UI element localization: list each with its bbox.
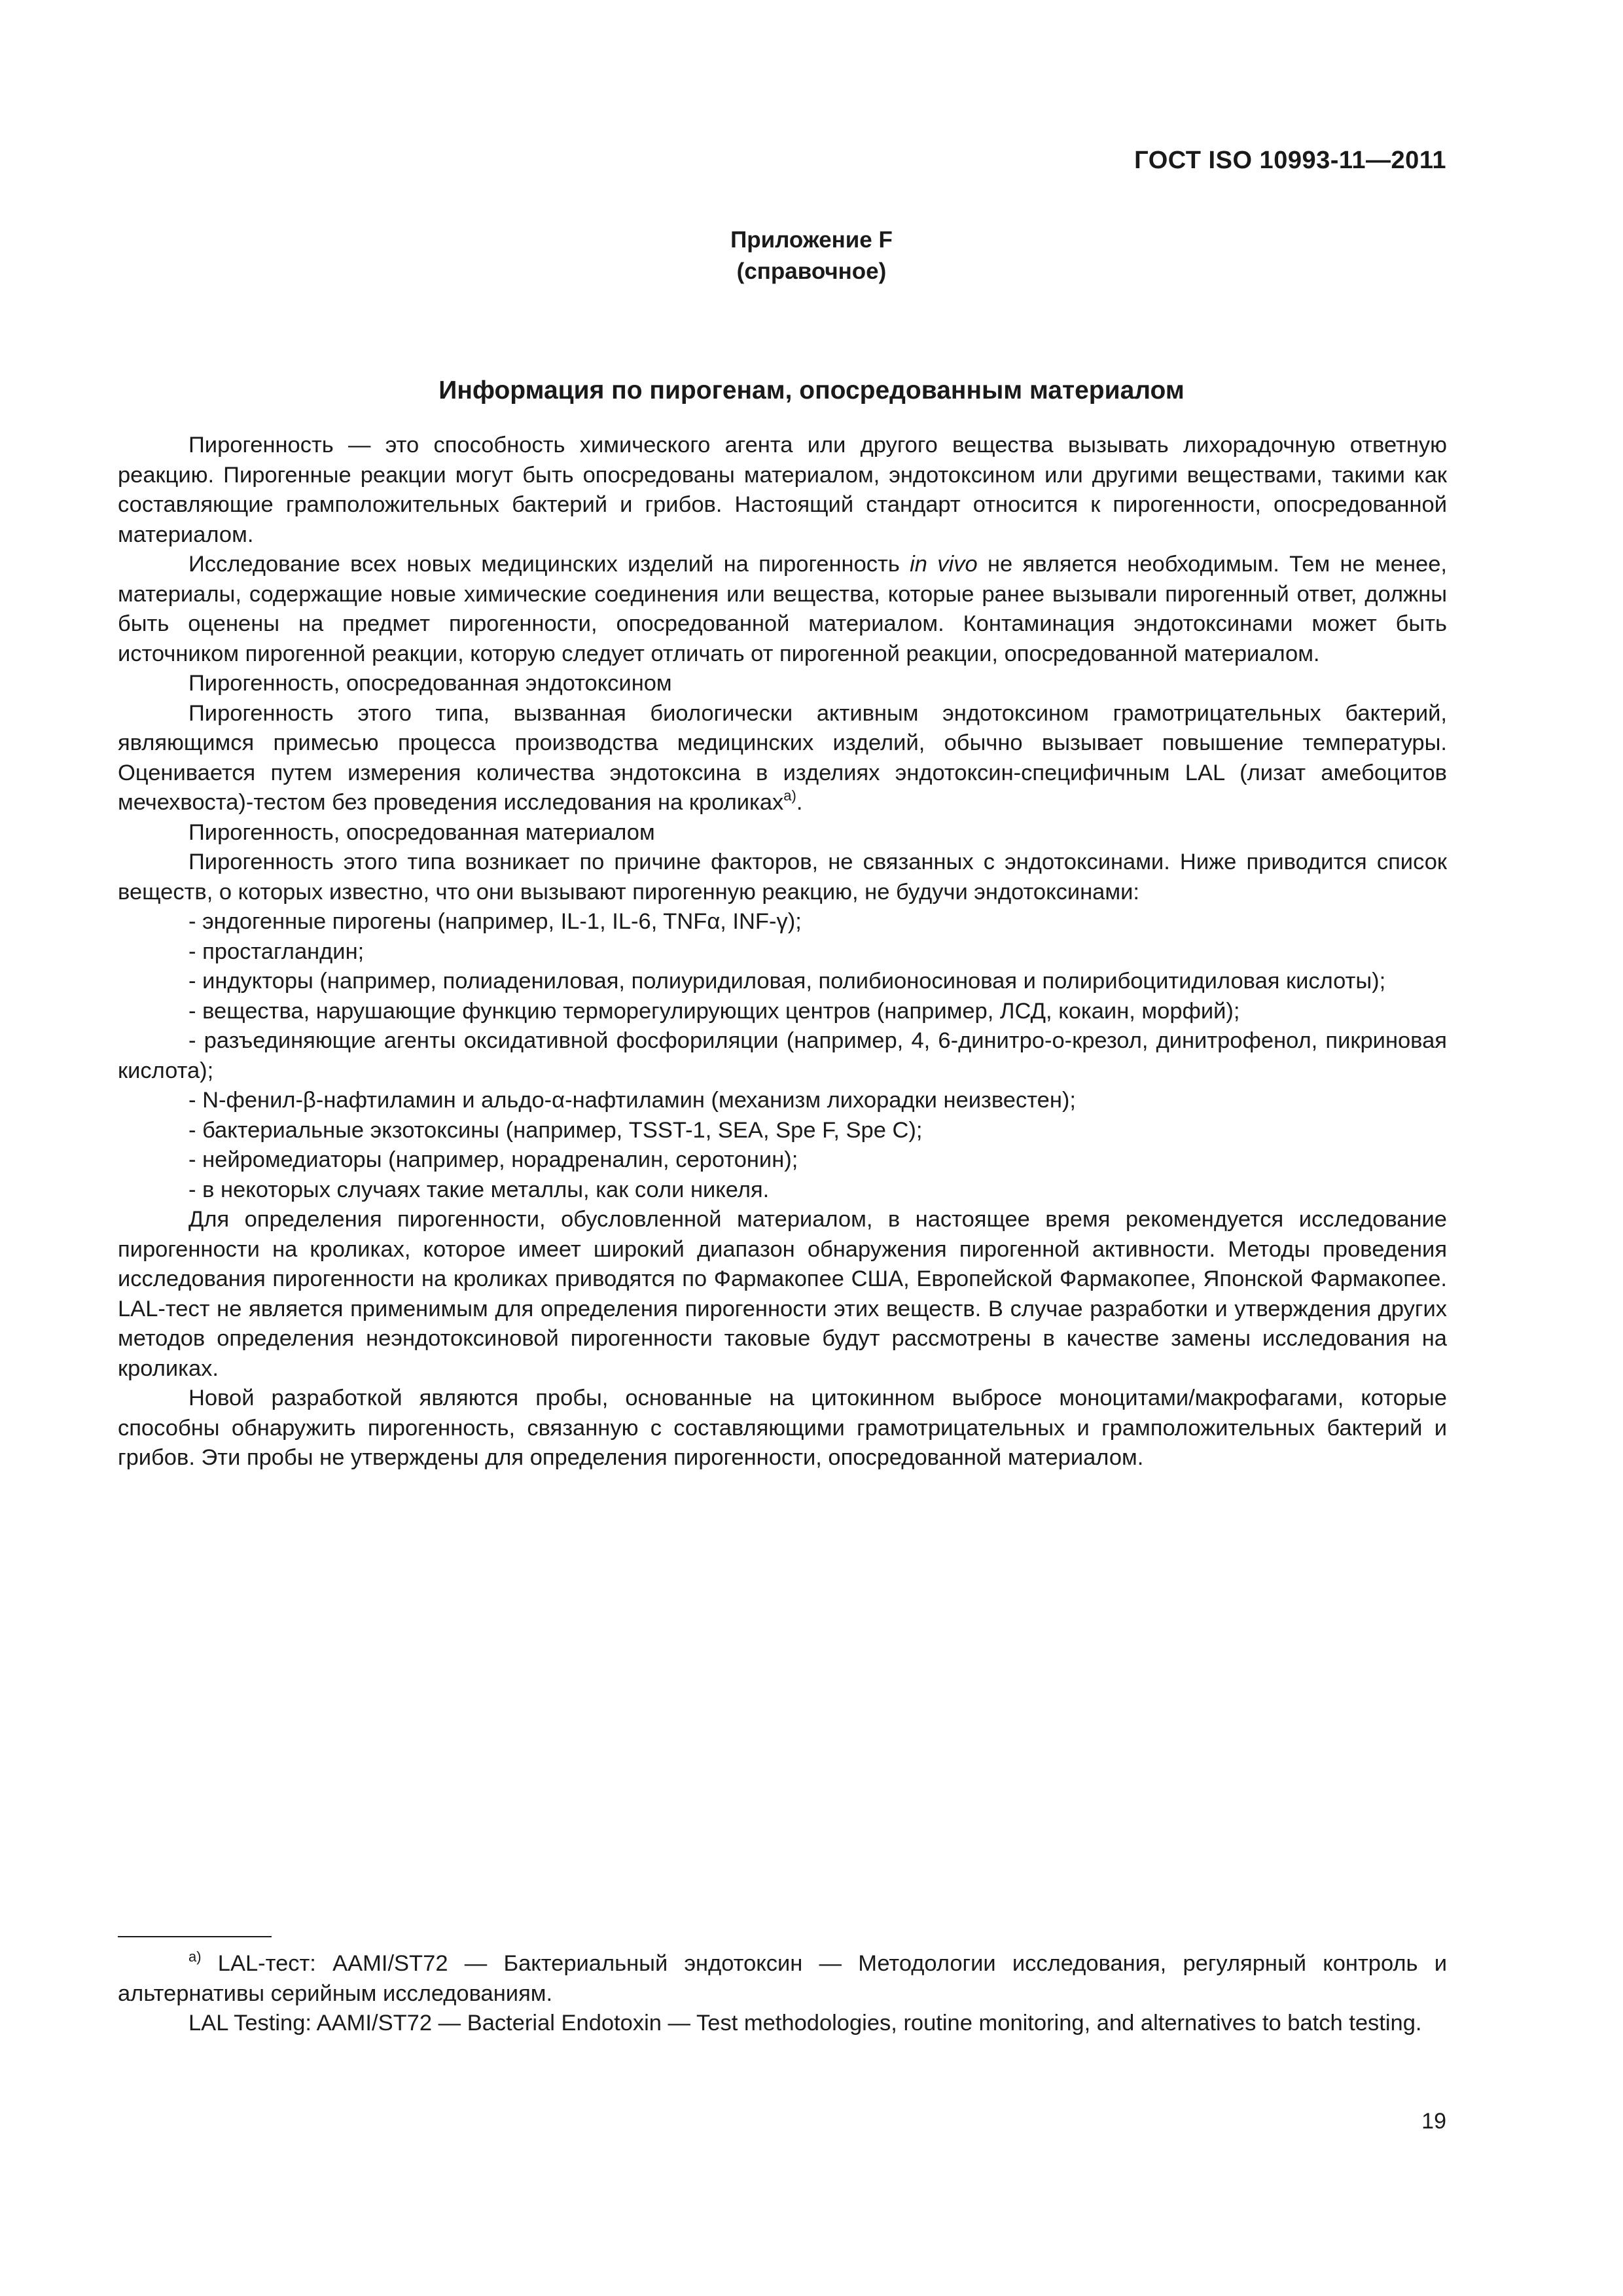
subheading-endotoxin: Пирогенность, опосредованная эндотоксином (188, 671, 672, 696)
paragraph-endotoxin-end: . (796, 790, 803, 815)
subheading-material: Пирогенность, опосредованная материалом (188, 819, 655, 845)
footnote-marker: а) (188, 1948, 202, 1965)
paragraph-material: Пирогенность этого типа возникает по причине факторов, не связанных с эндотоксинами. Ниже приводится список веществ, о которых известно, что они вызывают пирогенную реакцию, не будучи эндотоксинами: (118, 850, 1447, 905)
footnote-ref[interactable]: а) (783, 787, 796, 804)
body-text (118, 431, 1447, 1473)
list-item-text: - в некоторых случаях такие металлы, как соли никеля. (188, 1177, 770, 1202)
footnote-ru-text: LAL-тест: AAMI/ST72 — Бактериальный эндотоксин — Методологии исследования, регулярный контроль и альтернативы серийным исследованиям. (118, 1951, 1447, 2006)
list-item (118, 907, 1447, 937)
list-item (118, 1175, 1447, 1206)
in-vivo-term: in vivo (910, 552, 978, 577)
list-item-text: - разъединяющие агенты оксидативной фосфориляции (например, 4, 6-динитро-о-крезол, динитрофенол, пикриновая кислота); (118, 1028, 1447, 1083)
footnote-en: LAL Testing: AAMI/ST72 — Bacterial Endotoxin — Test methodologies, routine monitoring, and alternatives to batch testing. (188, 2011, 1422, 2036)
paragraph-definition: Пирогенность — это способность химического агента или другого вещества вызывать лихорадочную ответную реакцию. Пирогенные реакции могут быть опосредованы материалом, эндотоксином или другими веществами, такими как составляющие грамположительных бактерий и грибов. Настоящий стандарт относится к пирогенности, опосредованной материалом. (118, 433, 1447, 547)
footnote-divider (118, 1936, 272, 1937)
list-item (118, 1026, 1447, 1086)
list-item-text: - нейромедиаторы (например, норадреналин, серотонин); (188, 1147, 798, 1172)
paragraph-in-vivo-start: Исследование всех новых медицинских изделий на пирогенность (188, 552, 910, 577)
paragraph-in-vivo (118, 550, 1447, 669)
list-item (118, 967, 1447, 997)
list-item (118, 1116, 1447, 1146)
paragraph-endotoxin-text: Пирогенность этого типа, вызванная биологически активным эндотоксином грамотрицательных бактерий, являющимся примесью процесса производства медицинских изделий, обычно вызывает повышение температуры. Оценивается путем измерения количества эндотоксина в изделиях эндотоксин-специфичным LAL (лизат амебоцитов мечехвоста)-тестом без проведения исследования на кроликах (118, 700, 1447, 815)
list-item-text: - индукторы (например, полиадениловая, полиуридиловая, полибионосиновая и полирибоцитидиловая кислоты); (188, 969, 1386, 994)
footnotes (118, 1949, 1447, 2039)
paragraph-cytokine: Новой разработкой являются пробы, основанные на цитокинном выбросе моноцитами/макрофагами, которые способны обнаружить пирогенность, связанную с составляющими грамотрицательных и грамположительных бактерий и грибов. Эти пробы не утверждены для определения пирогенности, опосредованной материалом. (118, 1386, 1447, 1470)
footnote-ru (118, 1949, 1447, 2009)
list-item (118, 937, 1447, 967)
page-number: 19 (1421, 2109, 1446, 2134)
list-item (118, 997, 1447, 1027)
paragraph-in-vivo-end: не является необходимым. Тем не менее, материалы, содержащие новые химические соединения или вещества, которые ранее вызывали пирогенный ответ, должны быть оценены на предмет пирогенности, опосредованной материалом. Контаминация эндотоксинами может быть источником пирогенной реакции, которую следует отличать от пирогенной реакции, опосредованной материалом. (118, 552, 1447, 666)
paragraph-rabbit-test: Для определения пирогенности, обусловленной материалом, в настоящее время рекомендуется исследование пирогенности на кроликах, которое имеет широкий диапазон обнаружения пирогенной активности. Методы проведения исследования пирогенности на кроликах приводятся по Фармакопее США, Европейской Фармакопее, Японской Фармакопее. LAL-тест не является применимым для определения пирогенности этих веществ. В случае разработки и утверждения других методов определения неэндотоксиновой пирогенности таковые будут рассмотрены в качестве замены исследования на кроликах. (118, 1207, 1447, 1381)
list-item-text: - бактериальные экзотоксины (например, TSST-1, SEA, Spe F, Spe C); (188, 1117, 923, 1143)
page-title: Информация по пирогенам, опосредованным материалом (438, 376, 1185, 404)
list-item (118, 1086, 1447, 1116)
list-item-text: - N-фенил-β-нафтиламин и альдо-α-нафтиламин (механизм лихорадки неизвестен); (188, 1088, 1076, 1113)
standard-code-header: ГОСТ ISO 10993-11—2011 (1134, 147, 1446, 174)
paragraph-endotoxin (118, 699, 1447, 818)
list-item-text: - простагландин; (188, 939, 365, 964)
annex-heading (0, 224, 1623, 287)
list-item (118, 1145, 1447, 1175)
annex-label: Приложение F (730, 227, 893, 253)
list-item-text: - вещества, нарушающие функцию терморегулирующих центров (например, ЛСД, кокаин, морфий); (188, 998, 1240, 1024)
list-item-text: - эндогенные пирогены (например, IL-1, IL-6, TNFα, INF-γ); (188, 909, 802, 934)
annex-status: (справочное) (736, 259, 887, 284)
